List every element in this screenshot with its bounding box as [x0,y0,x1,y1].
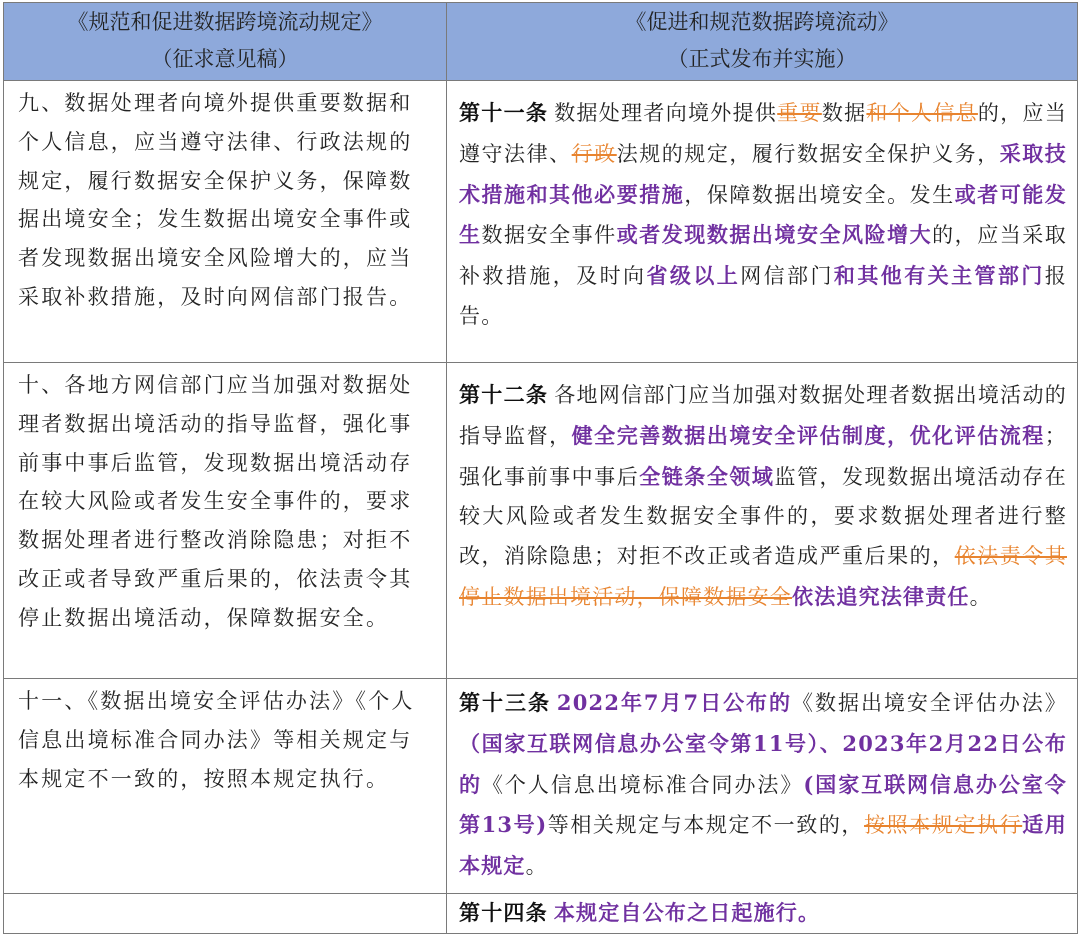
header-left-subtitle: （征求意见稿） [151,47,299,71]
article-number: 第十一条 [459,100,549,125]
table-row [4,81,1078,363]
unchanged-text: 各地网信部门应当加强对数据处理者数据出境活动的指导监督， [459,383,1067,448]
unchanged-text: 《个人信息出境标准合同办法》 [481,772,804,797]
header-right-title: 《促进和规范数据跨境流动》 [625,10,899,34]
unchanged-text: 《数据出境安全评估办法》 [792,691,1067,715]
header-left-title: 《规范和促进数据跨境流动规定》 [67,10,383,34]
unchanged-text: 的，应当采取补救措施，及时向 [459,223,1067,289]
added-text: (国家互联网信息办公室令第13号) [459,771,1067,838]
draft-article-9: 九、数据处理者向境外提供重要数据和个人信息，应当遵守法律、行政法规的规定，履行数据安全保护义务，保障数据出境安全；发生数据出境安全事件或者发现数据出境安全风险增大的，应当采取补救措施，及时向网信部门报告。 [4,81,447,363]
final-article-12 [447,363,1078,679]
article-number: 第十三条 [459,690,551,715]
final-article-13 [447,679,1078,894]
added-text: 依法追究法律责任 [792,583,970,609]
header-row [4,3,1078,81]
header-right [447,3,1078,81]
unchanged-text: 数据安全事件 [481,223,617,248]
added-text: 或者可能发生 [459,181,1068,248]
final-article-11 [447,81,1078,363]
deleted-text: 按照本规定执行 [864,813,1023,838]
added-text: 和其他有关主管部门 [833,263,1045,289]
deleted-text: 依法责令其停止数据出境活动，保障数据安全 [459,544,1067,609]
added-text: （国家互联网信息办公室令第11号）、2023年2月22日公布的 [459,730,1067,797]
unchanged-text: 数据处理者向境外提供 [554,101,778,125]
table-row [4,893,1078,933]
deleted-text: 行政 [571,141,617,166]
header-left [4,3,447,81]
added-text: 或者发现数据出境安全风险增大 [616,222,933,248]
unchanged-text: 网信部门 [740,264,834,289]
unchanged-text: 法规的规定，履行数据安全保护义务， [616,141,1000,166]
table-row [4,679,1078,894]
draft-article-11: 十一、《数据出境安全评估办法》《个人信息出境标准合同办法》等相关规定与本规定不一致的，按照本规定执行。 [4,679,447,894]
added-text: 适用本规定 [459,812,1067,879]
added-text: 2022年7月7日公布的 [556,690,793,715]
unchanged-text: ；强化事前事中事后 [459,423,1067,489]
unchanged-text: 数据 [821,101,867,125]
unchanged-text: 。 [525,854,548,879]
draft-empty-cell [4,893,447,933]
deleted-text: 和个人信息 [866,101,978,125]
unchanged-text: 等相关规定与本规定不一致的， [547,813,865,838]
table-row [4,363,1078,679]
unchanged-text: ，保障数据出境安全。发生 [684,182,955,207]
final-article-14 [447,893,1078,933]
unchanged-text: 报告。 [459,264,1067,328]
added-text: 全链条全领域 [639,463,775,489]
article-number: 第十二条 [459,382,549,407]
header-right-subtitle: （正式发布并实施） [667,47,857,71]
unchanged-text: 的，应当遵守法律、 [459,101,1068,166]
added-text: 健全完善数据出境安全评估制度，优化评估流程 [571,422,1045,448]
unchanged-text: 。 [969,584,992,609]
added-text: 本规定自公布之日起施行。 [553,899,821,925]
article-number: 第十四条 [459,899,548,925]
added-text: 省级以上 [646,263,741,289]
deleted-text: 重要 [777,101,822,125]
unchanged-text: 监管，发现数据出境活动存在较大风险或者发生数据安全事件的，要求数据处理者进行整改，消除隐患；对拒不改正或者造成严重后果的， [459,464,1067,569]
added-text: 采取技术措施和其他必要措施 [459,140,1067,207]
comparison-table [3,2,1078,934]
draft-article-10: 十、各地方网信部门应当加强对数据处理者数据出境活动的指导监督，强化事前事中事后监管，发现数据出境活动存在较大风险或者发生安全事件的，要求数据处理者进行整改消除隐患；对拒不改正或者导致严重后果的，依法责令其停止数据出境活动，保障数据安全。 [4,363,447,679]
